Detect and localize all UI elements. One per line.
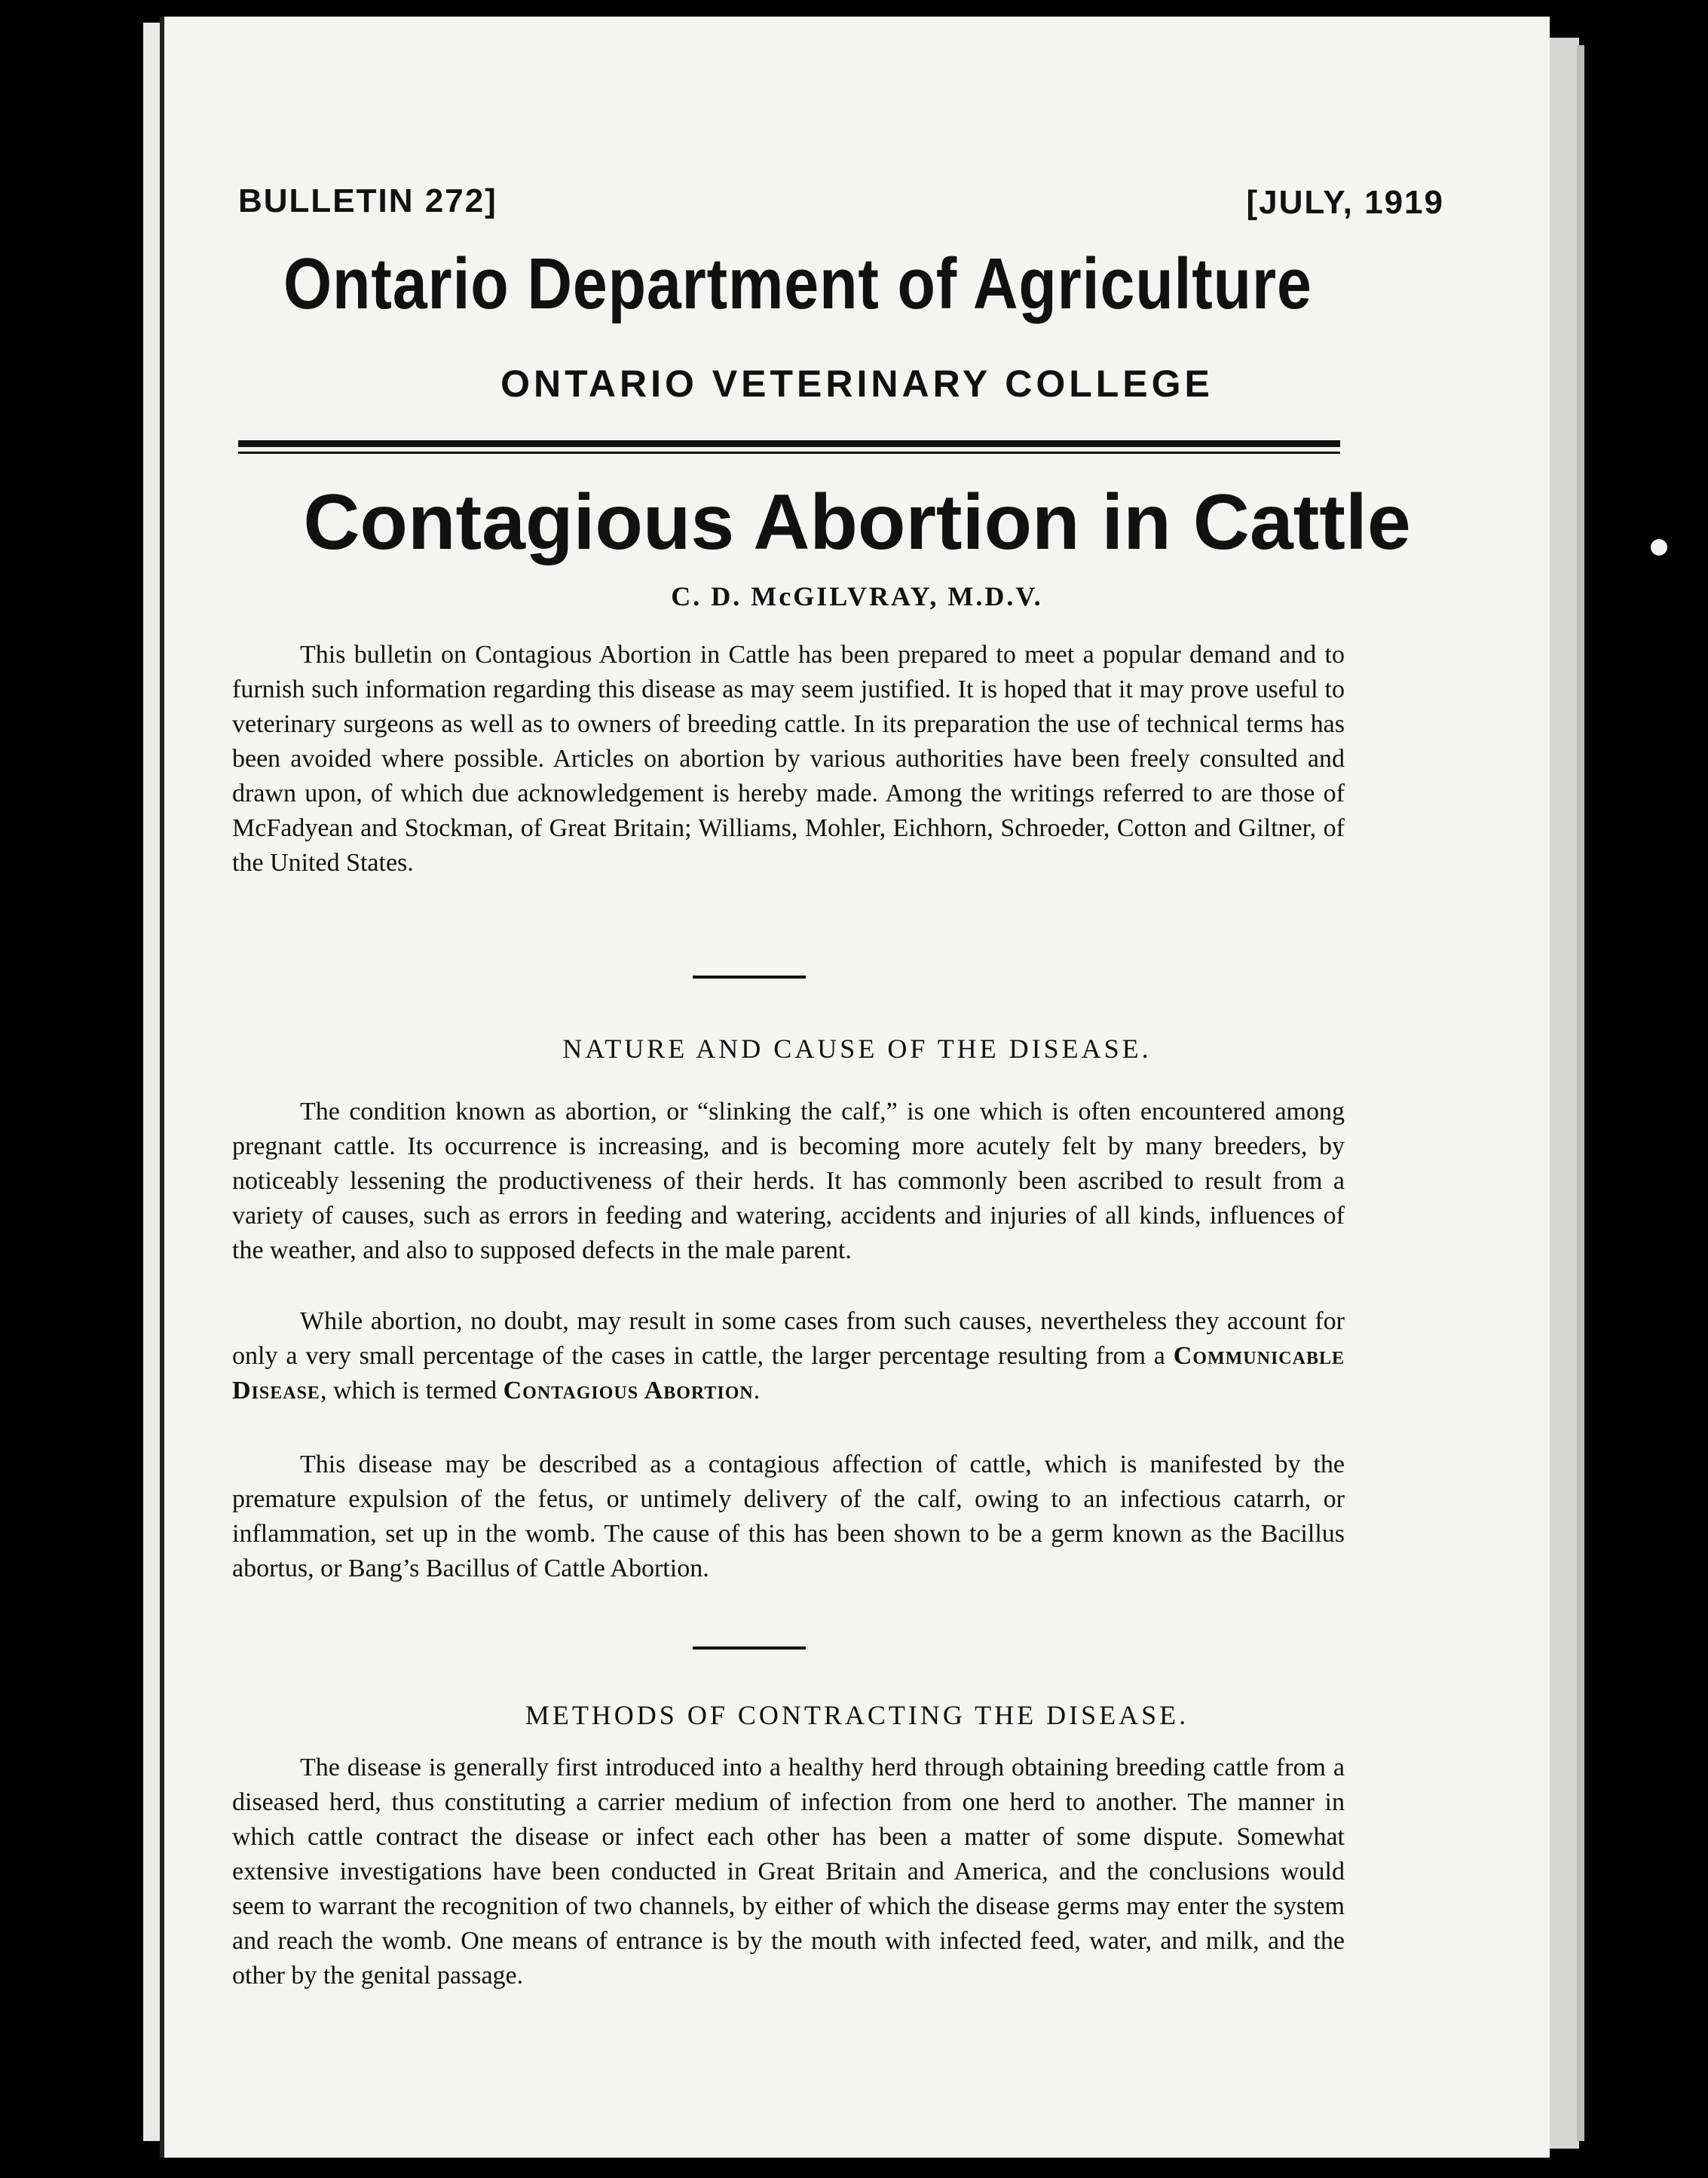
term-communicable-disease: Communicable Disease (232, 1342, 1345, 1405)
scan-speck (1379, 2141, 1391, 2149)
college-name: ONTARIO VETERINARY COLLEGE (500, 363, 1214, 405)
article-author: C. D. McGILVRAY, M.D.V. (671, 581, 1043, 611)
methods-paragraph-1: The disease is generally first introduced into a healthy herd through obtaining breeding cattle from a diseased herd, thus constituting a carrier medium of infection from one herd to another. The manner in which cattle contract the disease or infect each other has been a matter of some dispute. Somewhat extensive investigations have been conducted in Great Britain and America, and the conclusions would seem to warrant the recognition of two channels, by either of which the disease germs may enter the system and reach the womb. One means of entrance is by the mouth with infected feed, water, and milk, and the other by the genital passage. (232, 1754, 1345, 1990)
section-heading-methods: METHODS OF CONTRACTING THE DISEASE. (525, 1700, 1189, 1730)
scan-speck (1651, 539, 1667, 556)
bulletin-page (160, 17, 1550, 2158)
department-title: Ontario Department of Agriculture (283, 244, 1312, 324)
bulletin-number: BULLETIN 272] (238, 182, 497, 219)
bulletin-date: [JULY, 1919 (1246, 184, 1444, 221)
section-heading-nature: NATURE AND CAUSE OF THE DISEASE. (562, 1034, 1152, 1064)
nature-paragraph-2 (232, 1304, 1345, 1408)
page-edge (1545, 38, 1579, 2149)
page-edge-shadow (1577, 45, 1584, 2141)
page-content (164, 17, 1550, 2158)
intro-paragraph: This bulletin on Contagious Abortion in Cattle has been prepared to meet a popular demand and to furnish such information regarding this disease as may seem justified. It is hoped that it may prove useful to veterinary surgeons as well as to owners of breeding cattle. In its preparation the use of technical terms has been avoided where possible. Articles on abortion by various authorities have been freely consulted and drawn upon, of which due acknowledgement is hereby made. Among the writings referred to are those of McFadyean and Stockman, of Great Britain; Williams, Mohler, Eichhorn, Schroeder, Cotton and Giltner, of the United States. (232, 641, 1345, 877)
section-divider (693, 1647, 806, 1650)
term-contagious-abortion: Contagious Abortion (503, 1377, 754, 1405)
section-divider (693, 976, 806, 979)
header-rule-thick (238, 440, 1340, 447)
nature-paragraph-3: This disease may be described as a contagious affection of cattle, which is manifested by the premature expulsion of the fetus, or untimely delivery of the calf, owing to an infectious catarrh, or inflammation, set up in the womb. The cause of this has been shown to be a germ known as the Bacillus abortus, or Bang’s Bacillus of Cattle Abortion. (232, 1450, 1345, 1582)
nature-paragraph-2-end: . (753, 1377, 761, 1405)
nature-paragraph-1: The condition known as abortion, or “slinking the calf,” is one which is often encountered among pregnant cattle. Its occurrence is increasing, and is becoming more acutely felt by many breeders, by noticeably lessening the productiveness of their herds. It has commonly been ascribed to result from a variety of causes, such as errors in feeding and watering, accidents and injuries of all kinds, influences of the weather, and also to supposed defects in the male parent. (232, 1098, 1345, 1264)
header-rule-thin (238, 452, 1340, 454)
nature-paragraph-2-mid: , which is termed (320, 1377, 504, 1405)
nature-paragraph-2-start: While abortion, no doubt, may result in some cases from such causes, nevertheless they account for only a very small percentage of the cases in cattle, the larger percentage resulting from a (232, 1307, 1345, 1370)
article-title: Contagious Abortion in Cattle (303, 479, 1411, 566)
